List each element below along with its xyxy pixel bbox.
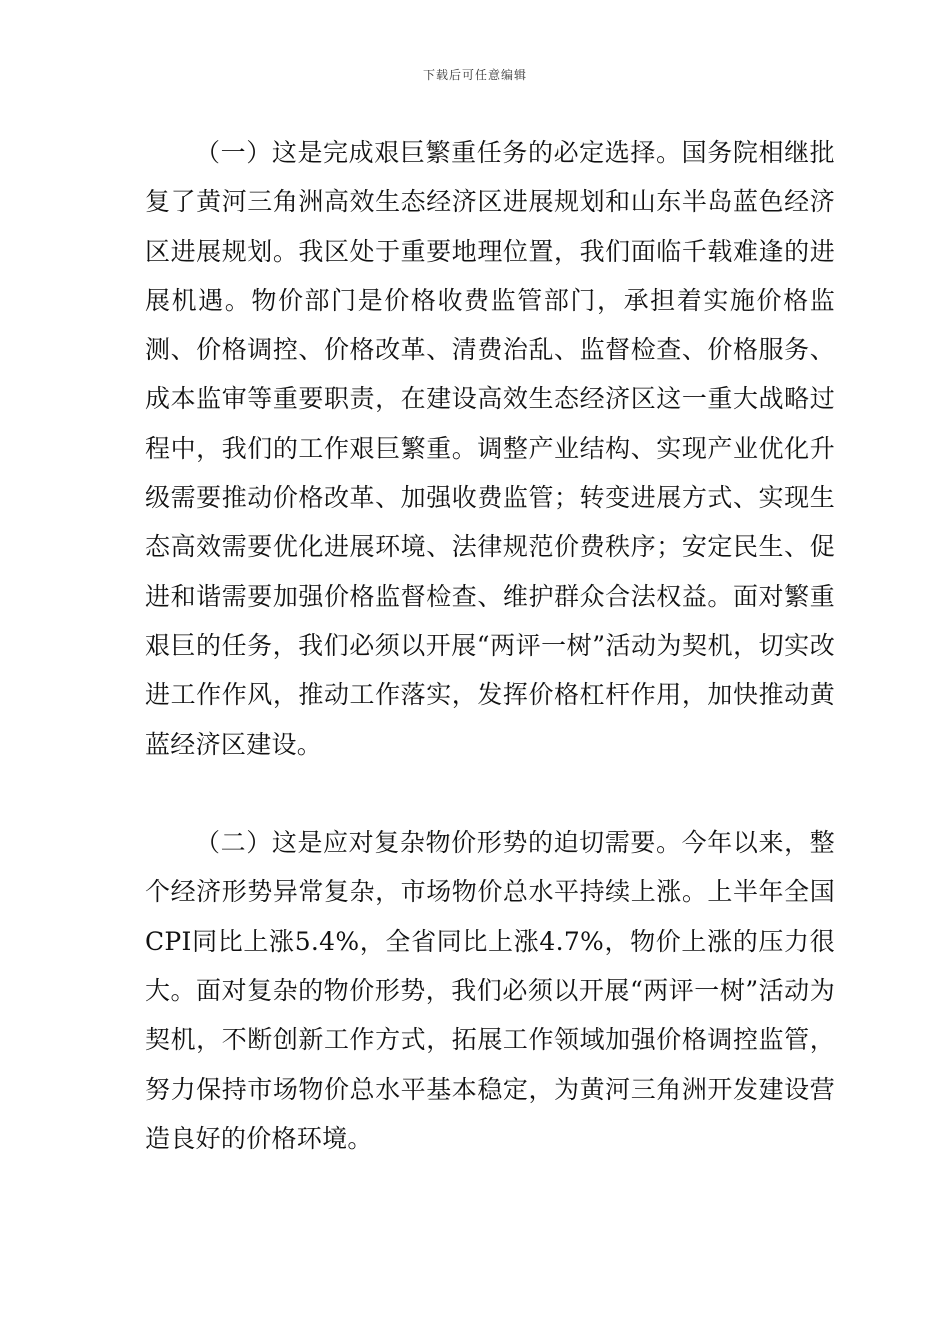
paragraph-1: （一）这是完成艰巨繁重任务的必定选择。国务院相继批复了黄河三角洲高效生态经济区进展规划和山东半岛蓝色经济区进展规划。我区处于重要地理位置，我们面临千载难逢的进展机遇。物价部门是价格收费监管部门，承担着实施价格监测、价格调控、价格改革、清费治乱、监督检查、价格服务、成本监审等重要职责，在建设高效生态经济区这一重大战略过程中，我们的工作艰巨繁重。调整产业结构、实现产业优化升级需要推动价格改革、加强收费监管；转变进展方式、实现生态高效需要优化进展环境、法律规范价费秩序；安定民生、促进和谐需要加强价格监督检查、维护群众合法权益。面对繁重艰巨的任务，我们必须以开展“两评一树”活动为契机，切实改进工作作风，推动工作落实，发挥价格杠杆作用，加快推动黄蓝经济区建设。: [145, 138, 835, 759]
page-header: 下载后可任意编辑: [422, 68, 527, 82]
document-body: [145, 128, 835, 1163]
paragraph-2: （二）这是应对复杂物价形势的迫切需要。今年以来，整个经济形势异常复杂，市场物价总水平持续上涨。上半年全国CPI同比上涨5.4%，全省同比上涨4.7%，物价上涨的压力很大。面对复杂的物价形势，我们必须以开展“两评一树”活动为契机，不断创新工作方式，拓展工作领域加强价格调控监管，努力保持市场物价总水平基本稳定，为黄河三角洲开发建设营造良好的价格环境。: [145, 828, 835, 1153]
